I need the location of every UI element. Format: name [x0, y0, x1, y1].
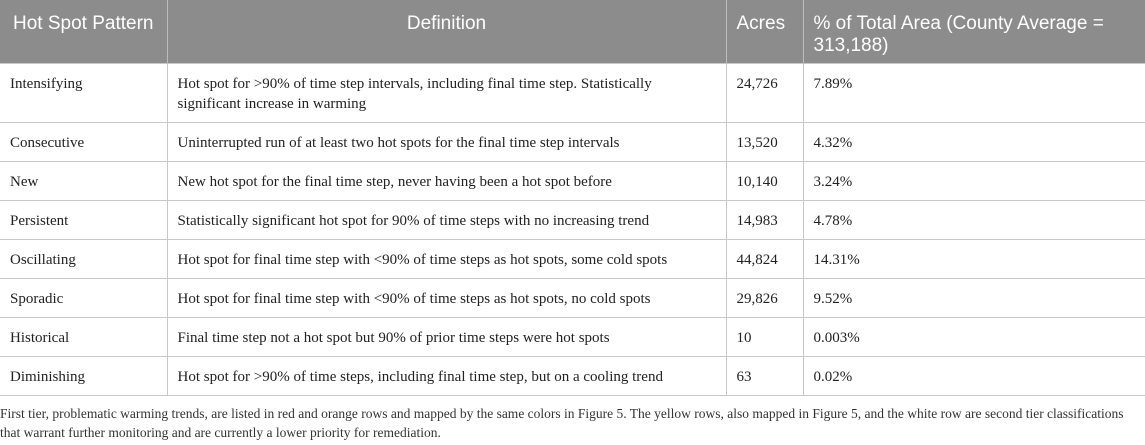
- cell-pattern: New: [0, 162, 167, 201]
- table-row: [0, 357, 1145, 396]
- cell-pattern: Persistent: [0, 201, 167, 240]
- header-definition: Definition: [167, 0, 726, 64]
- cell-pattern: Consecutive: [0, 123, 167, 162]
- cell-acres: 63: [726, 357, 803, 396]
- cell-percent: 0.003%: [803, 318, 1145, 357]
- cell-pattern: Historical: [0, 318, 167, 357]
- cell-percent: 4.78%: [803, 201, 1145, 240]
- cell-acres: 10: [726, 318, 803, 357]
- cell-percent: 9.52%: [803, 279, 1145, 318]
- cell-pattern: Diminishing: [0, 357, 167, 396]
- table-row: [0, 240, 1145, 279]
- cell-percent: 14.31%: [803, 240, 1145, 279]
- cell-percent: 0.02%: [803, 357, 1145, 396]
- cell-definition: Hot spot for final time step with <90% of time steps as hot spots, some cold spots: [167, 240, 726, 279]
- table-row: [0, 123, 1145, 162]
- cell-acres: 13,520: [726, 123, 803, 162]
- cell-definition: New hot spot for the final time step, never having been a hot spot before: [167, 162, 726, 201]
- table-footnote: First tier, problematic warming trends, are listed in red and orange rows and mapped by the same colors in Figure 5. The yellow rows, also mapped in Figure 5, and the white row are second tier classifications that warrant further monitoring and are currently a lower priority for remediation.: [0, 406, 1124, 440]
- table-row: [0, 64, 1145, 123]
- cell-definition: Final time step not a hot spot but 90% of prior time steps were hot spots: [167, 318, 726, 357]
- cell-acres: 29,826: [726, 279, 803, 318]
- cell-pattern: Intensifying: [0, 64, 167, 123]
- cell-pattern: Oscillating: [0, 240, 167, 279]
- cell-definition: Hot spot for >90% of time steps, including final time step, but on a cooling trend: [167, 357, 726, 396]
- cell-acres: 44,824: [726, 240, 803, 279]
- table-row: [0, 201, 1145, 240]
- cell-definition: Statistically significant hot spot for 90% of time steps with no increasing trend: [167, 201, 726, 240]
- cell-definition: Hot spot for final time step with <90% of time steps as hot spots, no cold spots: [167, 279, 726, 318]
- cell-percent: 3.24%: [803, 162, 1145, 201]
- table-row: [0, 279, 1145, 318]
- header-hot-spot-pattern: Hot Spot Pattern: [0, 0, 167, 64]
- cell-acres: 14,983: [726, 201, 803, 240]
- header-percent-total-area: % of Total Area (County Average = 313,188): [803, 0, 1145, 64]
- cell-percent: 7.89%: [803, 64, 1145, 123]
- cell-acres: 10,140: [726, 162, 803, 201]
- cell-definition: Uninterrupted run of at least two hot spots for the final time step intervals: [167, 123, 726, 162]
- table-header-row: [0, 0, 1145, 64]
- cell-definition: Hot spot for >90% of time step intervals, including final time step. Statistically significant increase in warming: [167, 64, 726, 123]
- cell-pattern: Sporadic: [0, 279, 167, 318]
- cell-acres: 24,726: [726, 64, 803, 123]
- table-row: [0, 162, 1145, 201]
- cell-percent: 4.32%: [803, 123, 1145, 162]
- table-row: [0, 318, 1145, 357]
- header-acres: Acres: [726, 0, 803, 64]
